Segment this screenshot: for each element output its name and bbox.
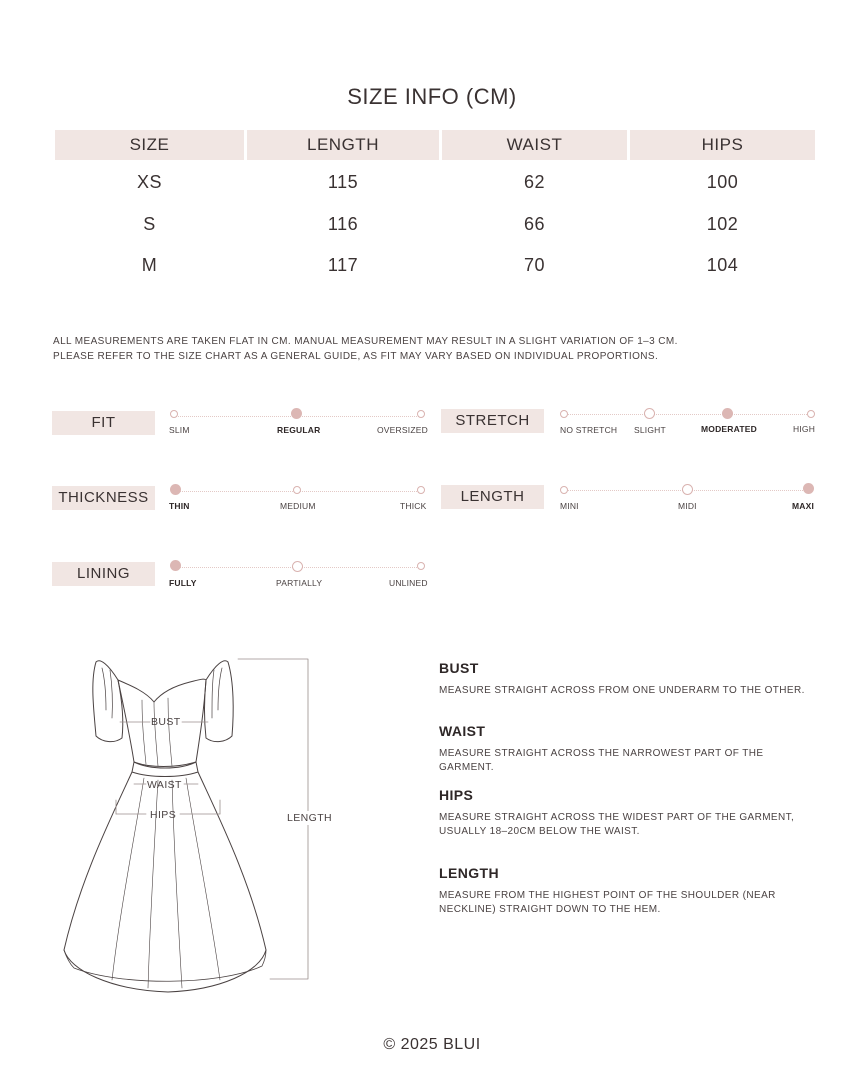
- measure-title: HIPS: [439, 787, 474, 803]
- column-header-length: LENGTH: [247, 130, 439, 160]
- scale-option: NO STRETCH: [560, 425, 618, 435]
- scale-dot: [417, 410, 425, 418]
- scale-option: MIDI: [678, 501, 697, 511]
- scale-option: SLIGHT: [634, 425, 666, 435]
- diagram-label-waist: WAIST: [147, 779, 182, 791]
- measure-desc: MEASURE FROM THE HIGHEST POINT OF THE SHOULDER (NEAR NECKLINE) STRAIGHT DOWN TO THE HEM.: [439, 890, 776, 915]
- scale-dot: [560, 410, 568, 418]
- measure-desc: MEASURE STRAIGHT ACROSS FROM ONE UNDERARM TO THE OTHER.: [439, 685, 805, 696]
- scale-option-selected: FULLY: [169, 578, 197, 588]
- table-cell: 115: [327, 171, 359, 192]
- measure-desc: MEASURE STRAIGHT ACROSS THE WIDEST PART OF THE GARMENT, USUALLY 18–20CM BELOW THE WAIST.: [439, 812, 795, 837]
- diagram-label-length: LENGTH: [287, 812, 332, 824]
- measure-desc: MEASURE STRAIGHT ACROSS THE NARROWEST PART OF THE GARMENT.: [439, 748, 764, 773]
- table-cell: 70: [523, 255, 546, 275]
- lining-scale: [52, 562, 426, 602]
- scale-option-selected: REGULAR: [277, 425, 321, 435]
- scale-dot: [807, 410, 815, 418]
- measure-title: LENGTH: [439, 865, 499, 881]
- table-cell: 66: [523, 214, 546, 234]
- table-cell: XS: [136, 171, 162, 192]
- size-table: [52, 130, 818, 286]
- table-cell: 62: [523, 171, 546, 192]
- scale-option: MINI: [560, 501, 579, 511]
- dress-diagram: [50, 650, 350, 1005]
- scale-dot-selected: [291, 408, 302, 419]
- measure-waist: [439, 723, 819, 775]
- scale-option-selected: MODERATED: [701, 424, 757, 434]
- scale-dot-selected: [722, 408, 733, 419]
- diagram-label-hips: HIPS: [150, 809, 177, 821]
- page-title: SIZE INFO (CM): [347, 84, 517, 109]
- length-label: LENGTH: [441, 485, 544, 509]
- table-header-row: [55, 130, 815, 160]
- table-cell: 102: [706, 214, 739, 234]
- scale-dot-selected: [170, 560, 181, 571]
- scale-dot-selected: [170, 484, 181, 495]
- table-row: [55, 160, 815, 204]
- measure-bust: [439, 660, 819, 698]
- scale-dot: [417, 562, 425, 570]
- scale-dot: [292, 561, 303, 572]
- scale-option: PARTIALLY: [276, 578, 323, 588]
- skirt: [64, 772, 266, 992]
- scale-line: [566, 414, 811, 415]
- diagram-label-bust: BUST: [151, 716, 181, 728]
- scale-dot: [170, 410, 178, 418]
- table-row: [55, 204, 815, 245]
- scale-dot: [682, 484, 693, 495]
- right-sleeve: [205, 661, 234, 742]
- scale-option: SLIM: [169, 425, 190, 435]
- scale-option-selected: MAXI: [792, 501, 815, 511]
- dress-illustration: [50, 650, 350, 1005]
- table-row: [55, 245, 815, 286]
- thickness-scale: [52, 486, 426, 526]
- column-header-waist: WAIST: [442, 130, 627, 160]
- measurement-note: [53, 335, 813, 364]
- scale-option: HIGH: [793, 424, 816, 434]
- note-line: PLEASE REFER TO THE SIZE CHART AS A GENERAL GUIDE, AS FIT MAY VARY BASED ON INDIVIDUAL PROPORTIONS.: [53, 350, 659, 362]
- thickness-label: THICKNESS: [52, 486, 155, 510]
- table-cell: S: [143, 214, 156, 234]
- measure-length: [439, 865, 779, 917]
- stretch-label: STRETCH: [441, 409, 544, 433]
- scale-dot: [417, 486, 425, 494]
- note-line: ALL MEASUREMENTS ARE TAKEN FLAT IN CM. MANUAL MEASUREMENT MAY RESULT IN A SLIGHT VARIATION OF 1–3 CM.: [53, 336, 678, 347]
- lining-label: LINING: [52, 562, 155, 586]
- scale-option: UNLINED: [389, 578, 428, 588]
- scale-dot: [560, 486, 568, 494]
- scale-dot: [293, 486, 301, 494]
- length-scale: [441, 485, 817, 525]
- scale-option: THICK: [400, 501, 427, 511]
- fit-label: FIT: [52, 411, 155, 435]
- measure-title: WAIST: [439, 723, 486, 739]
- scale-dot-selected: [803, 483, 814, 494]
- measure-hips: [439, 787, 799, 839]
- table-cell: 117: [327, 255, 359, 275]
- scale-option: OVERSIZED: [377, 425, 428, 435]
- table-cell: 116: [327, 214, 359, 234]
- fit-scale: [52, 411, 426, 451]
- scale-option-selected: THIN: [169, 501, 190, 511]
- table-cell: 104: [706, 255, 739, 275]
- footer-copyright: © 2025 BLUI: [383, 1036, 481, 1053]
- scale-option: MEDIUM: [280, 501, 316, 511]
- table-cell: M: [141, 255, 158, 275]
- column-header-size: SIZE: [55, 130, 244, 160]
- stretch-scale: [441, 409, 817, 449]
- left-sleeve: [93, 661, 123, 742]
- column-header-hips: HIPS: [630, 130, 815, 160]
- table-cell: 100: [706, 171, 739, 192]
- measure-title: BUST: [439, 660, 479, 676]
- scale-dot: [644, 408, 655, 419]
